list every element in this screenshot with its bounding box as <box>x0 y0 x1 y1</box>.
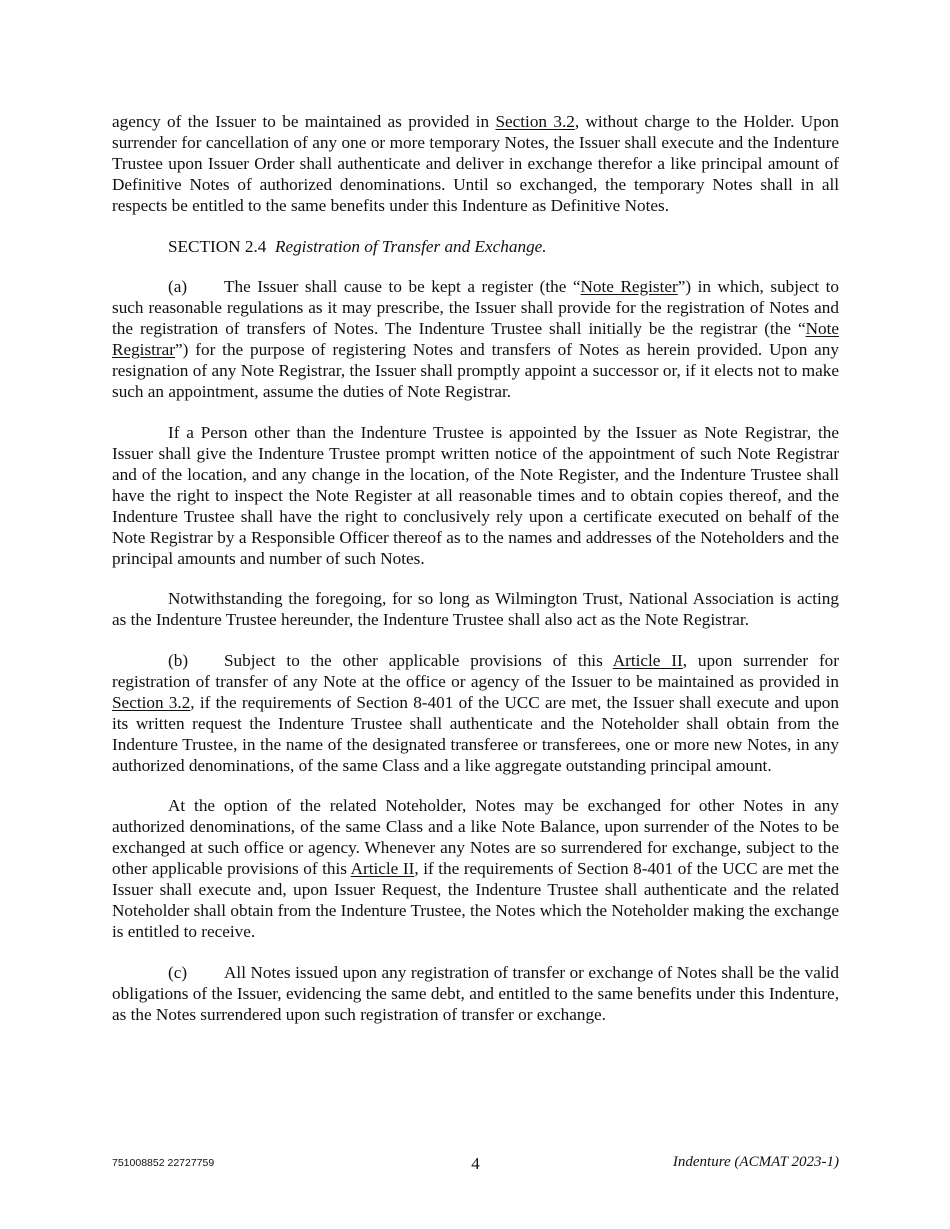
paragraph-a: (a) The Issuer shall cause to be kept a register (the “Note Register”) in which, subject to such reasonable regulations as it may prescribe, the Issuer shall provide for the registration of Notes and the registration of transfers of Notes. The Indenture Trustee shall initially be the registrar (the “Note Registrar”) for the purpose of registering Notes and transfers of Notes as herein provided. Upon any resignation of any Note Registrar, the Issuer shall promptly appoint a successor or, if it elects not to make such an appointment, assume the duties of Note Registrar. <box>112 277 839 401</box>
paragraph-exchange-option: At the option of the related Noteholder, Notes may be exchanged for other Notes in any authorized denominations, of the same Class and a like Note Balance, upon surrender of the Notes to be exchanged at such office or agency. Whenever any Notes are so surrendered for exchange, subject to the other applicable provisions of this Article II, if the requirements of Section 8-401 of the UCC are met the Issuer shall execute and, upon Issuer Request, the Indenture Trustee shall authenticate and the related Noteholder shall obtain from the Indenture Trustee, the Notes which the Noteholder making the exchange is entitled to receive. <box>112 796 839 941</box>
section-heading <box>112 236 839 257</box>
section-number: SECTION 2.4 <box>168 236 267 256</box>
defined-term: Note Register <box>580 277 678 296</box>
page-footer <box>112 1154 839 1178</box>
paragraph-c: (c) All Notes issued upon any registration of transfer or exchange of Notes shall be the valid obligations of the Issuer, evidencing the same debt, and entitled to the same benefits under this Indenture, as the Notes surrendered upon such registration of transfer or exchange. <box>112 962 839 1024</box>
document-id: 751008852 22727759 <box>112 1157 215 1169</box>
clause-label: (a) <box>168 277 188 296</box>
document-title: Indenture (ACMAT 2023-1) <box>672 1154 839 1170</box>
section-title: Registration of Transfer and Exchange. <box>274 236 547 256</box>
article-reference-link: Article II <box>612 650 683 670</box>
document-body <box>112 111 839 1044</box>
paragraph-note-registrar: If a Person other than the Indenture Trustee is appointed by the Issuer as Note Registrar, the Issuer shall give the Indenture Trustee prompt written notice of the appointment of such Note Registrar and of the location, and any change in the location, of the Note Register, and the Indenture Trustee shall have the right to inspect the Note Register at all reasonable times and to obtain copies thereof, and the Indenture Trustee shall have the right to conclusively rely upon a certificate executed on behalf of the Note Registrar by a Responsible Officer thereof as to the names and addresses of the Noteholders and the principal amounts and number of such Notes. <box>112 422 839 568</box>
article-reference-link: Article II <box>350 859 415 878</box>
clause-label: (b) <box>168 650 189 670</box>
paragraph-temporary-notes: agency of the Issuer to be maintained as provided in Section 3.2, without charge to the Holder. Upon surrender for cancellation of any one or more temporary Notes, the Issuer shall execute and the Indenture Trustee upon Issuer Order shall authenticate and deliver in exchange therefor a like principal amount of Definitive Notes of authorized denominations. Until so exchanged, the temporary Notes shall in all respects be entitled to the same benefits under this Indenture as Definitive Notes. <box>112 112 840 215</box>
paragraph-b: (b) Subject to the other applicable provisions of this Article II, upon surrender for registration of transfer of any Note at the office or agency of the Issuer to be maintained as provided in Section 3.2, if the requirements of Section 8-401 of the UCC are met, the Issuer shall execute and upon its written request the Indenture Trustee shall authenticate and the Noteholder shall obtain from the Indenture Trustee, in the name of the designated transferee or transferees, one or more new Notes, in any authorized denominations, of the same Class and a like aggregate outstanding principal amount. <box>112 650 839 775</box>
section-reference-link: Section 3.2 <box>495 112 575 131</box>
page-number: 4 <box>471 1154 480 1173</box>
paragraph-notwithstanding: Notwithstanding the foregoing, for so long as Wilmington Trust, National Association is acting as the Indenture Trustee hereunder, the Indenture Trustee shall also act as the Note Registrar. <box>112 589 839 629</box>
clause-label: (c) <box>168 962 188 982</box>
section-reference-link: Section 3.2 <box>112 692 191 712</box>
defined-term: Note Registrar <box>112 319 839 359</box>
